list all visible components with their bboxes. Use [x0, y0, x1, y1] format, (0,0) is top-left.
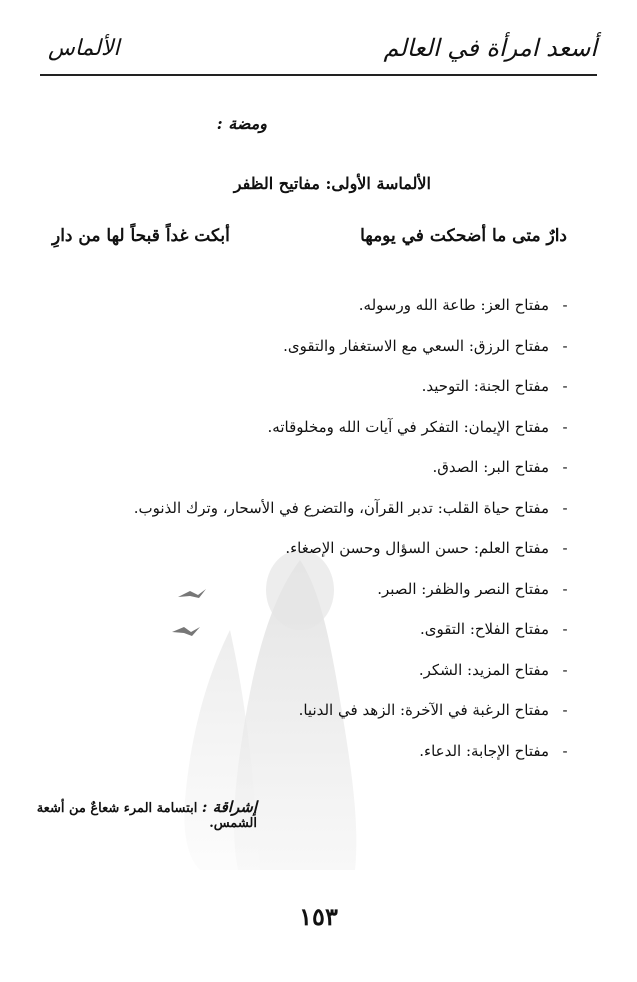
bullet-dash: - [562, 579, 568, 598]
list-item [21, 418, 581, 459]
list-item [21, 742, 581, 783]
bullet-dash: - [562, 741, 568, 760]
section-title: الألماس [48, 36, 120, 61]
list-item [21, 337, 581, 378]
list-item [21, 701, 581, 742]
list-item-text: مفتاح الرزق: السعي مع الاستغفار والتقوى. [283, 336, 549, 355]
bullet-dash: - [562, 377, 568, 395]
list-item [21, 620, 581, 661]
list-item-text: مفتاح العلم: حسن السؤال وحسن الإصغاء. [285, 539, 549, 557]
list-item [21, 499, 581, 540]
footnote [0, 798, 257, 831]
bullet-dash: - [562, 539, 568, 557]
keys-list [21, 296, 581, 782]
bullet-dash: - [562, 458, 568, 476]
list-item-text: مفتاح البر: الصدق. [432, 458, 549, 476]
intro-label: ومضة : [216, 114, 267, 133]
list-item-text: مفتاح النصر والظفر: الصبر. [377, 579, 549, 598]
list-item-text: مفتاح الجنة: التوحيد. [421, 377, 549, 395]
verse-first-hemistich: دارٌ متى ما أضحكت في يومها [360, 226, 567, 246]
book-title: أسعد امرأة في العالم [383, 34, 597, 62]
list-item-text: مفتاح المزيد: الشكر. [418, 660, 549, 679]
bullet-dash: - [562, 296, 568, 314]
list-item [21, 296, 581, 337]
chapter-heading: الألماسة الأولى: مفاتيح الظفر [233, 174, 431, 193]
footnote-lead: إشراقة : [201, 798, 257, 816]
footnote-text: ابتسامة المرء شعاعٌ من أشعة الشمس. [36, 801, 257, 831]
bullet-dash: - [562, 417, 568, 436]
list-item-text: مفتاح الرغبة في الآخرة: الزهد في الدنيا. [298, 701, 549, 719]
list-item [21, 580, 581, 621]
bullet-dash: - [562, 498, 568, 517]
page-number: ١٥٣ [299, 902, 338, 931]
list-item-text: مفتاح الإيمان: التفكر في آيات الله ومخلوقاته. [267, 417, 549, 436]
bullet-dash: - [562, 660, 568, 679]
list-item-text: مفتاح الفلاح: التقوى. [419, 620, 549, 638]
header-divider [40, 74, 597, 76]
verse-second-hemistich: أبكت غداً قبحاً لها من دارِ [52, 226, 230, 246]
list-item-text: مفتاح حياة القلب: تدبر القرآن، والتضرع في الأسحار، وترك الذنوب. [133, 498, 549, 517]
bullet-dash: - [562, 336, 568, 355]
list-item [21, 377, 581, 418]
list-item [21, 458, 581, 499]
list-item-text: مفتاح الإجابة: الدعاء. [419, 741, 549, 760]
list-item-text: مفتاح العز: طاعة الله ورسوله. [358, 296, 549, 314]
list-item [21, 539, 581, 580]
bullet-dash: - [562, 701, 568, 719]
list-item [21, 661, 581, 702]
bullet-dash: - [562, 620, 568, 638]
